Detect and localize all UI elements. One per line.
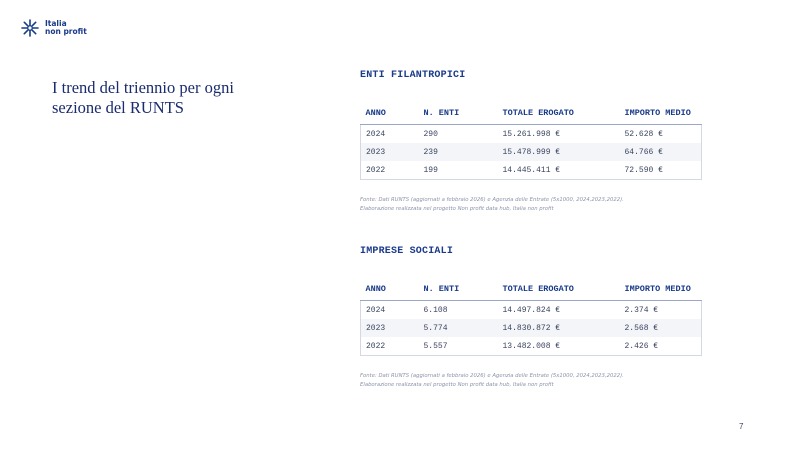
page-title: I trend del triennio per ogni sezione del RUNTS: [52, 78, 234, 117]
cell-importo-medio: 72.590 €: [620, 161, 702, 180]
source-line-2: Elaborazione realizzata nel progetto Non profit data hub, Italia non profit: [360, 205, 554, 212]
cell-totale-erogato: 15.478.999 €: [498, 143, 620, 161]
table-row: [361, 337, 702, 356]
column-header-n-enti: N. ENTI: [419, 283, 498, 301]
section-enti-filantropici: [360, 70, 702, 213]
cell-anno: 2023: [361, 143, 419, 161]
cell-totale-erogato: 15.261.998 €: [502, 129, 561, 139]
cell-anno: 2023: [361, 319, 419, 337]
column-header-anno: ANNO: [361, 107, 419, 125]
page-number: 7: [739, 422, 744, 431]
column-header-totale-erogato: TOTALE EROGATO: [498, 283, 620, 301]
table-row: [361, 143, 702, 161]
cell-n-enti: 199: [419, 161, 498, 180]
data-table: [360, 283, 702, 356]
cell-totale-erogato: 14.830.872 €: [498, 319, 620, 337]
source-note: [360, 196, 702, 213]
cell-importo-medio: 2.426 €: [620, 337, 702, 356]
column-header-importo-medio: IMPORTO MEDIO: [620, 283, 702, 301]
cell-n-enti: 239: [419, 143, 498, 161]
cell-anno: 2022: [361, 337, 419, 356]
cell-n-enti: 290: [423, 129, 438, 139]
source-line-1: Fonte: Dati RUNTS (aggiornati a febbraio 2026) e Agenzia delle Entrate (5x1000, 2024,2023,2022).: [360, 197, 624, 203]
cell-totale-erogato: 14.445.411 €: [498, 161, 620, 180]
logo-line-2: non profit: [45, 27, 87, 36]
cell-importo-medio: 52.628 €: [624, 129, 663, 139]
cell-importo-medio: 2.568 €: [620, 319, 702, 337]
source-note: [360, 372, 702, 389]
cell-n-enti: 5.774: [419, 319, 498, 337]
column-header-totale-erogato: TOTALE EROGATO: [498, 107, 620, 125]
cell-anno: 2024: [366, 129, 386, 139]
asterisk-logo-icon: [20, 18, 40, 38]
table-header-row: [361, 107, 702, 125]
table-row: [361, 161, 702, 180]
table-row: [361, 301, 702, 320]
cell-n-enti: 6.108: [423, 305, 448, 315]
table-row: [361, 319, 702, 337]
column-header-importo-medio: IMPORTO MEDIO: [620, 107, 702, 125]
table-row: [361, 125, 702, 144]
cell-anno: 2022: [361, 161, 419, 180]
cell-totale-erogato: 13.482.008 €: [498, 337, 620, 356]
column-header-n-enti: N. ENTI: [419, 107, 498, 125]
cell-importo-medio: 64.766 €: [620, 143, 702, 161]
section-title: ENTI FILANTROPICI: [360, 70, 466, 81]
table-header-row: [361, 283, 702, 301]
cell-n-enti: 5.557: [419, 337, 498, 356]
source-line-1: Fonte: Dati RUNTS (aggiornati a febbraio 2026) e Agenzia delle Entrate (5x1000, 2024,2023,2022).: [360, 373, 624, 379]
cell-anno: 2024: [366, 305, 386, 315]
section-title: IMPRESE SOCIALI: [360, 246, 454, 257]
column-header-anno: ANNO: [361, 283, 419, 301]
section-imprese-sociali: [360, 246, 702, 389]
data-table: [360, 107, 702, 180]
source-line-2: Elaborazione realizzata nel progetto Non profit data hub, Italia non profit: [360, 381, 554, 388]
logo-text: [45, 20, 87, 36]
logo-line-1: Italia: [45, 19, 67, 28]
cell-totale-erogato: 14.497.824 €: [502, 305, 561, 315]
brand-logo: [20, 18, 87, 38]
cell-importo-medio: 2.374 €: [624, 305, 659, 315]
